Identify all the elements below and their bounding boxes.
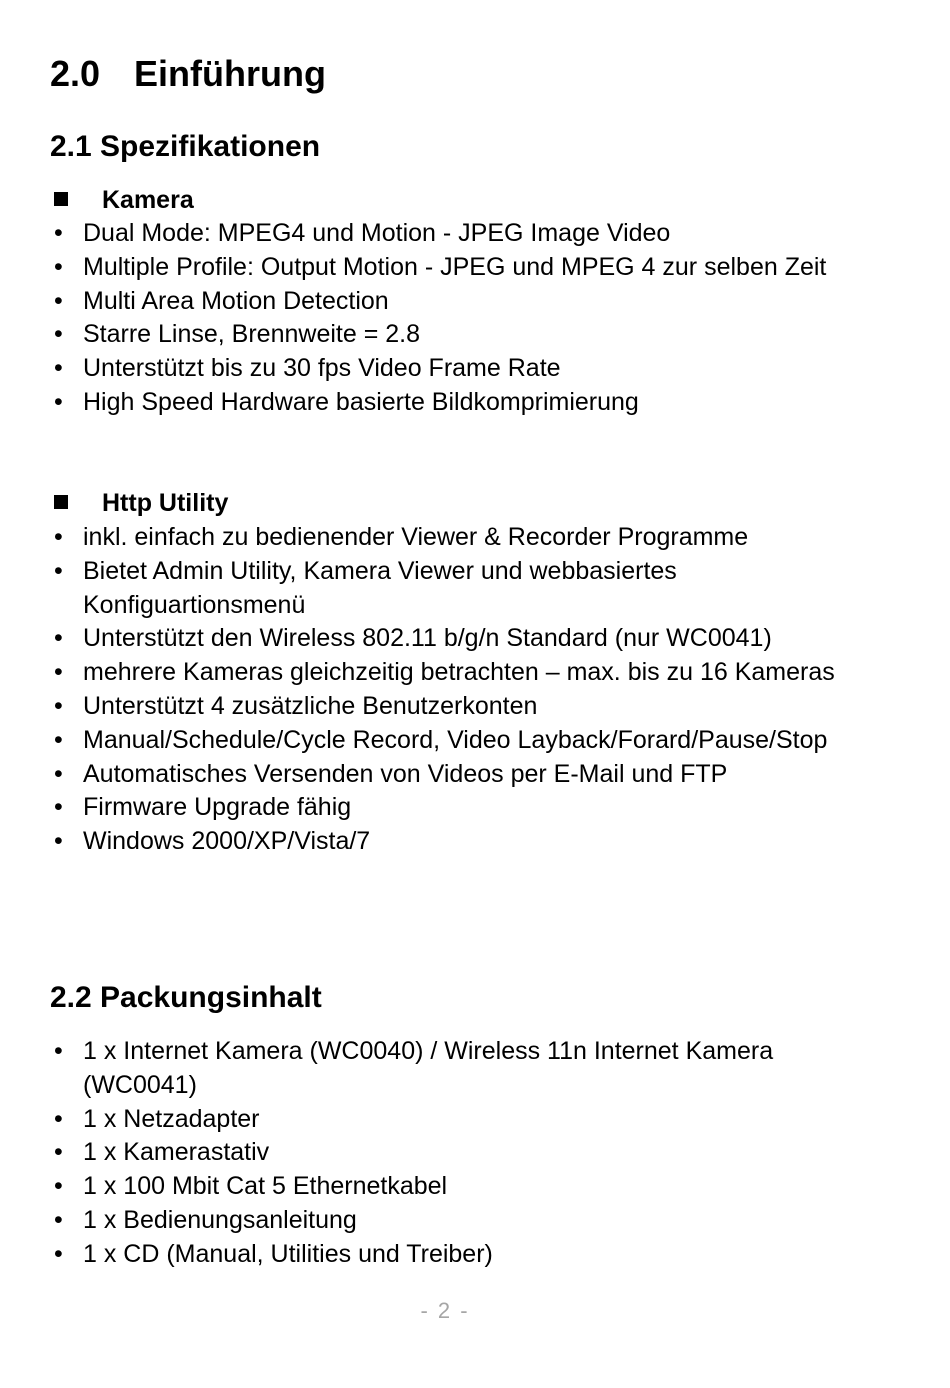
bullet-icon: • (54, 354, 63, 383)
list-item-text: Multiple Profile: Output Motion - JPEG und MPEG 4 zur selben Zeit (83, 252, 827, 281)
bullet-icon: • (54, 827, 63, 856)
camera-subheading-label: Kamera (102, 186, 194, 214)
bullet-icon: • (54, 1037, 63, 1065)
list-item-text: Unterstützt 4 zusätzliche Benutzerkonten (83, 691, 538, 720)
list-item-text: Automatisches Versenden von Videos per E-Mail und FTP (83, 759, 728, 788)
list-item (50, 622, 890, 656)
list-item-text: inkl. einfach zu bedienender Viewer & Recorder Programme (83, 523, 749, 551)
list-item-text: 1 x CD (Manual, Utilities und Treiber) (83, 1239, 493, 1268)
camera-list (50, 217, 890, 420)
list-item-text: High Speed Hardware basierte Bildkomprimierung (83, 387, 639, 416)
bullet-icon: • (54, 1138, 63, 1167)
main-heading-title: Einführung (134, 53, 326, 94)
list-item-text: 1 x Netzadapter (83, 1104, 260, 1133)
list-item (50, 217, 890, 251)
section-specs-title: 2.1 Spezifikationen (50, 130, 321, 163)
list-item (50, 656, 890, 690)
list-item (50, 1238, 890, 1272)
list-item (50, 555, 890, 623)
list-item-text: Firmware Upgrade fähig (83, 793, 352, 822)
list-item (50, 386, 890, 420)
bullet-icon: • (54, 1239, 63, 1268)
list-item (50, 825, 890, 859)
list-item-text: 1 x Bedienungsanleitung (83, 1205, 357, 1234)
list-item-text: Unterstützt bis zu 30 fps Video Frame Rate (83, 354, 561, 383)
bullet-icon: • (54, 523, 63, 551)
page-number: - 2 - (420, 1298, 470, 1323)
bullet-icon: • (54, 691, 63, 720)
bullet-icon: • (54, 793, 63, 822)
section-package-title: 2.2 Packungsinhalt (50, 981, 322, 1014)
list-item-text: Manual/Schedule/Cycle Record, Video Layback/Forard/Pause/Stop (83, 725, 828, 754)
list-item-text: Multi Area Motion Detection (83, 286, 389, 315)
list-item (50, 791, 890, 825)
list-item (50, 1170, 890, 1204)
list-item-text: Starre Linse, Brennweite = 2.8 (83, 320, 420, 349)
list-item (50, 352, 890, 386)
http-utility-subheading (50, 488, 228, 518)
list-item (50, 251, 890, 285)
bullet-icon: • (54, 624, 63, 653)
bullet-icon: • (54, 252, 63, 281)
bullet-icon: • (54, 759, 63, 788)
http-utility-list (50, 521, 890, 859)
list-item-text: Dual Mode: MPEG4 und Motion - JPEG Image Video (83, 219, 671, 247)
bullet-icon: • (54, 320, 63, 349)
list-item (50, 1136, 890, 1170)
list-item (50, 724, 890, 758)
list-item-text: 1 x 100 Mbit Cat 5 Ethernetkabel (83, 1172, 448, 1201)
bullet-icon: • (54, 387, 63, 416)
list-item (50, 758, 890, 792)
list-item-text: mehrere Kameras gleichzeitig betrachten – max. bis zu 16 Kameras (83, 658, 835, 687)
square-bullet-icon (54, 495, 68, 509)
list-item-text: Windows 2000/XP/Vista/7 (83, 827, 371, 856)
bullet-icon: • (54, 219, 63, 247)
list-item-text: Unterstützt den Wireless 802.11 b/g/n Standard (nur WC0041) (83, 624, 772, 653)
package-list (50, 1035, 890, 1272)
list-item (50, 318, 890, 352)
bullet-icon: • (54, 286, 63, 315)
bullet-icon: • (54, 725, 63, 754)
main-heading-number: 2.0 (50, 53, 101, 94)
list-item (50, 285, 890, 319)
bullet-icon: • (54, 556, 63, 585)
square-bullet-icon (54, 192, 68, 206)
bullet-icon: • (54, 1205, 63, 1234)
http-utility-subheading-label: Http Utility (102, 489, 229, 517)
list-item (50, 521, 890, 555)
list-item (50, 1103, 890, 1137)
bullet-icon: • (54, 1104, 63, 1133)
list-item-text: Bietet Admin Utility, Kamera Viewer und webbasiertes Konfiguartionsmenü (83, 556, 677, 619)
camera-subheading (50, 185, 194, 215)
list-item (50, 1204, 890, 1238)
main-heading (50, 52, 326, 96)
list-item (50, 690, 890, 724)
list-item-text: 1 x Kamerastativ (83, 1138, 270, 1167)
list-item-text: 1 x Internet Kamera (WC0040) / Wireless 11n Internet Kamera (WC0041) (83, 1037, 774, 1099)
list-item (50, 1035, 890, 1103)
bullet-icon: • (54, 1172, 63, 1201)
bullet-icon: • (54, 658, 63, 687)
